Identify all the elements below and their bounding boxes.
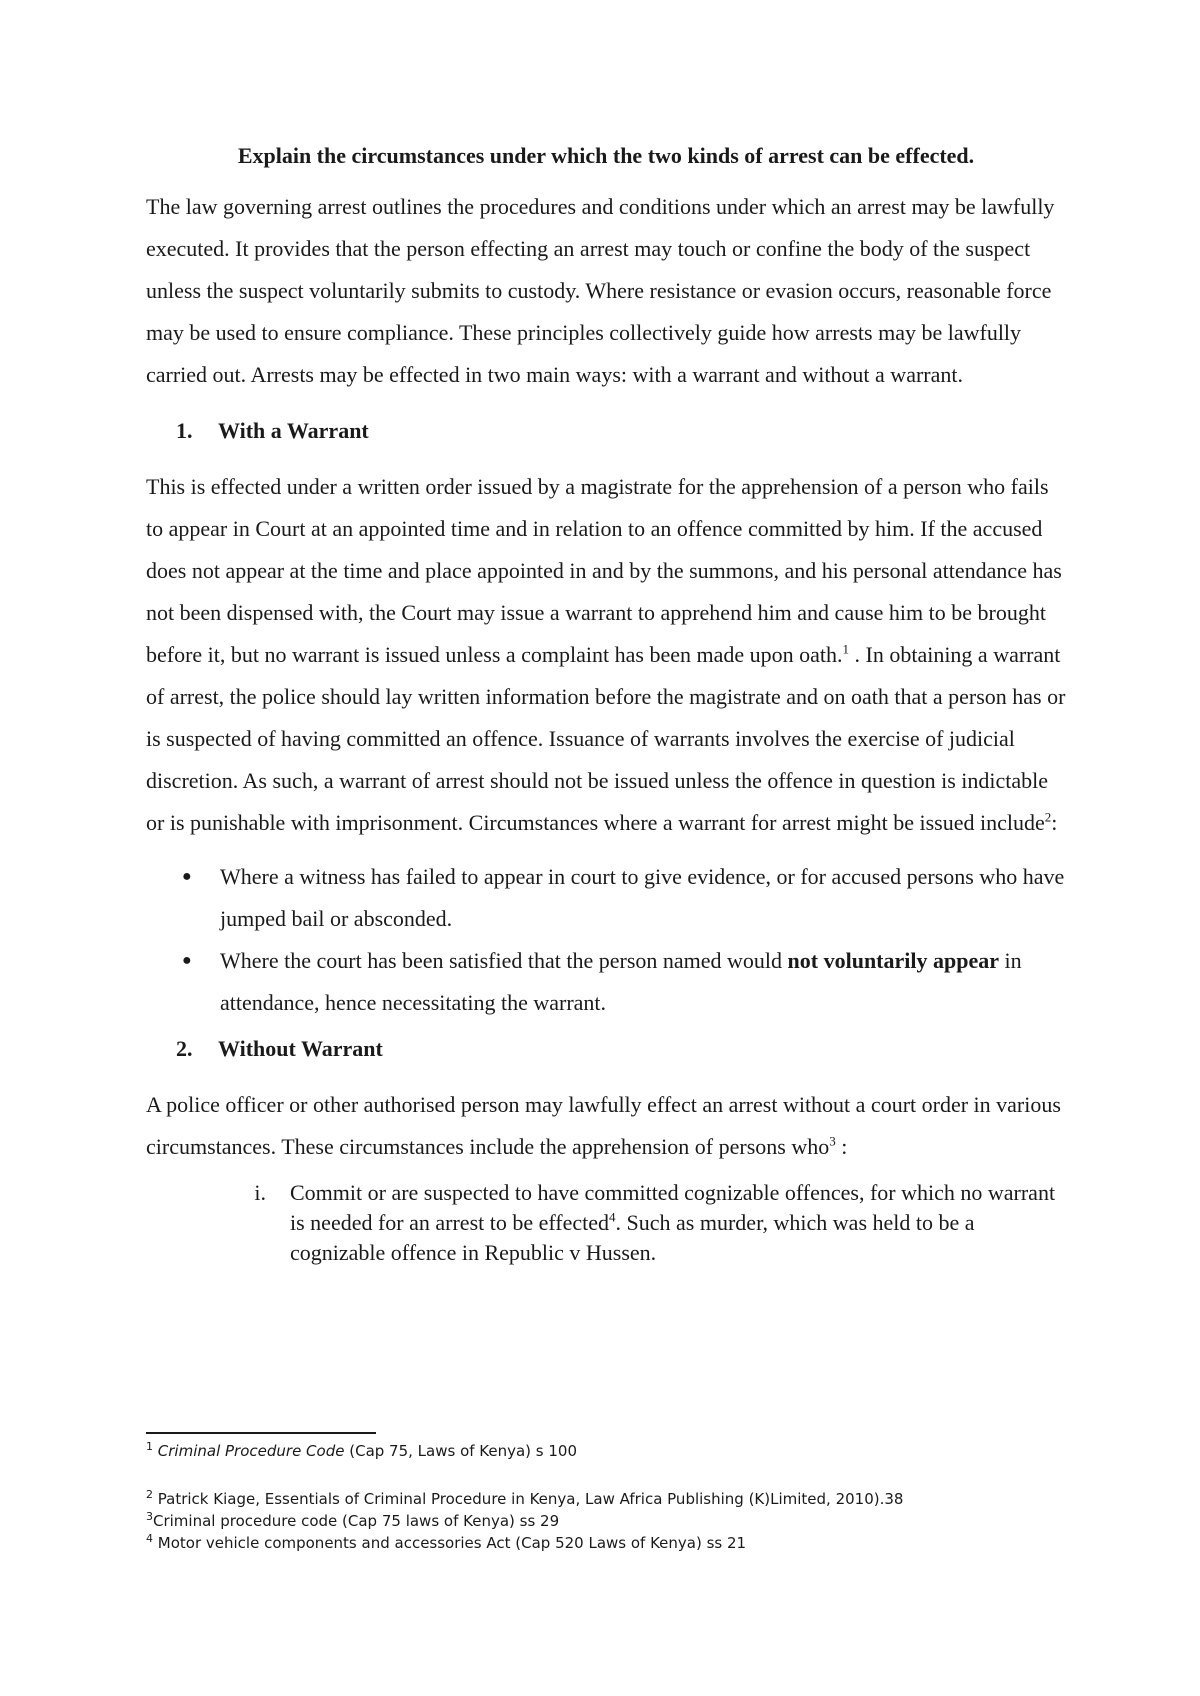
bullet-2-bold: not voluntarily appear — [787, 948, 999, 973]
section-1-text-part2: . In obtaining a warrant of arrest, the police should lay written information before the magistrate and on oath that a person has or is suspected of having committed an offence. Issuance of warrants involves the exercise of judicial discretion. As such, a warrant of arrest should not be issued unless the offence in question is indictable or is punishable with imprisonment. Circumstances where a warrant for arrest might be issued include — [146, 642, 1066, 835]
section-2-text: A police officer or other authorised person may lawfully effect an arrest without a court order in various circumstances. These circumstances include the apprehension of persons who — [146, 1092, 1061, 1159]
section-1-title: With a Warrant — [218, 418, 369, 443]
list-item — [146, 940, 1066, 1024]
roman-numeral-i: i. — [254, 1180, 266, 1205]
footnote-ref-3[interactable]: 3 — [829, 1133, 836, 1149]
footnote-4-num: 4 — [146, 1532, 153, 1545]
section-1-heading — [146, 410, 1066, 452]
footnote-1-num: 1 — [146, 1440, 153, 1453]
footnote-2-text: Patrick Kiage, Essentials of Criminal Procedure in Kenya, Law Africa Publishing (K)Limited, 2010).38 — [153, 1490, 904, 1508]
footnote-4 — [146, 1532, 1066, 1554]
section-1-paragraph — [146, 466, 1066, 844]
roman-item-i-text — [290, 1178, 1066, 1268]
footnote-ref-2[interactable]: 2 — [1044, 809, 1052, 825]
section-1-number: 1. — [176, 418, 193, 443]
section-2-heading — [146, 1028, 1066, 1070]
footnote-4-text: Motor vehicle components and accessories Act (Cap 520 Laws of Kenya) ss 21 — [153, 1534, 747, 1552]
section-2-title: Without Warrant — [218, 1036, 383, 1061]
footnote-3-num: 3 — [146, 1510, 153, 1523]
section-2-number: 2. — [176, 1036, 193, 1061]
footnote-3 — [146, 1510, 1066, 1532]
section-1-text-part1: This is effected under a written order issued by a magistrate for the apprehension of a person who fails to appear in Court at an appointed time and in relation to an offence committed by him. If the accused does not appear at the time and place appointed in and by the summons, and his personal attendance has not been dispensed with, the Court may issue a warrant to apprehend him and cause him to be brought before it, but no warrant is issued unless a complaint has been made upon oath. — [146, 474, 1062, 667]
section-2-paragraph — [146, 1084, 1066, 1168]
bullet-icon: ● — [182, 952, 192, 969]
document-body — [146, 136, 1066, 1268]
bullet-icon: ● — [182, 868, 192, 885]
footnote-3-text: Criminal procedure code (Cap 75 laws of Kenya) ss 29 — [153, 1512, 560, 1530]
bullet-1-text: Where a witness has failed to appear in court to give evidence, or for accused persons who have jumped bail or absconded. — [220, 864, 1065, 931]
warrant-circumstances-list — [146, 856, 1066, 1024]
footnote-2-num: 2 — [146, 1488, 153, 1501]
bullet-2-text — [220, 940, 1066, 1024]
item-i-part1: Commit or are suspected to have committed cognizable offences, for which no warrant is needed for an arrest to be effected — [290, 1180, 1056, 1235]
list-item — [146, 856, 1066, 940]
bullet-2-post: in attendance, hence necessitating the warrant. — [220, 948, 1022, 1015]
item-i-part2: . Such as murder, which was held to be a cognizable offence in Republic v Hussen. — [290, 1210, 975, 1265]
footnote-1-text: (Cap 75, Laws of Kenya) s 100 — [344, 1442, 578, 1460]
section-1-text-part3: : — [1051, 810, 1058, 835]
section-2-text-end: : — [835, 1134, 848, 1159]
footnote-1-italic: Criminal Procedure Code — [157, 1442, 345, 1460]
footnote-ref-4[interactable]: 4 — [609, 1209, 616, 1225]
footnote-ref-1[interactable]: 1 — [842, 641, 849, 657]
footnotes — [146, 1440, 1066, 1554]
footnote-2 — [146, 1488, 1066, 1510]
list-item — [146, 1178, 1066, 1268]
document-title: Explain the circumstances under which the two kinds of arrest can be effected. — [237, 143, 975, 168]
intro-paragraph: The law governing arrest outlines the procedures and conditions under which an arrest may be lawfully executed. It provides that the person effecting an arrest may touch or confine the body of the suspect unless the suspect voluntarily submits to custody. Where resistance or evasion occurs, reasonable force may be used to ensure compliance. These principles collectively guide how arrests may be lawfully carried out. Arrests may be effected in two main ways: with a warrant and without a warrant. — [146, 194, 1055, 387]
footnote-1 — [146, 1440, 1066, 1462]
bullet-2-pre: Where the court has been satisfied that the person named would — [220, 948, 788, 973]
footnote-separator — [146, 1432, 376, 1434]
